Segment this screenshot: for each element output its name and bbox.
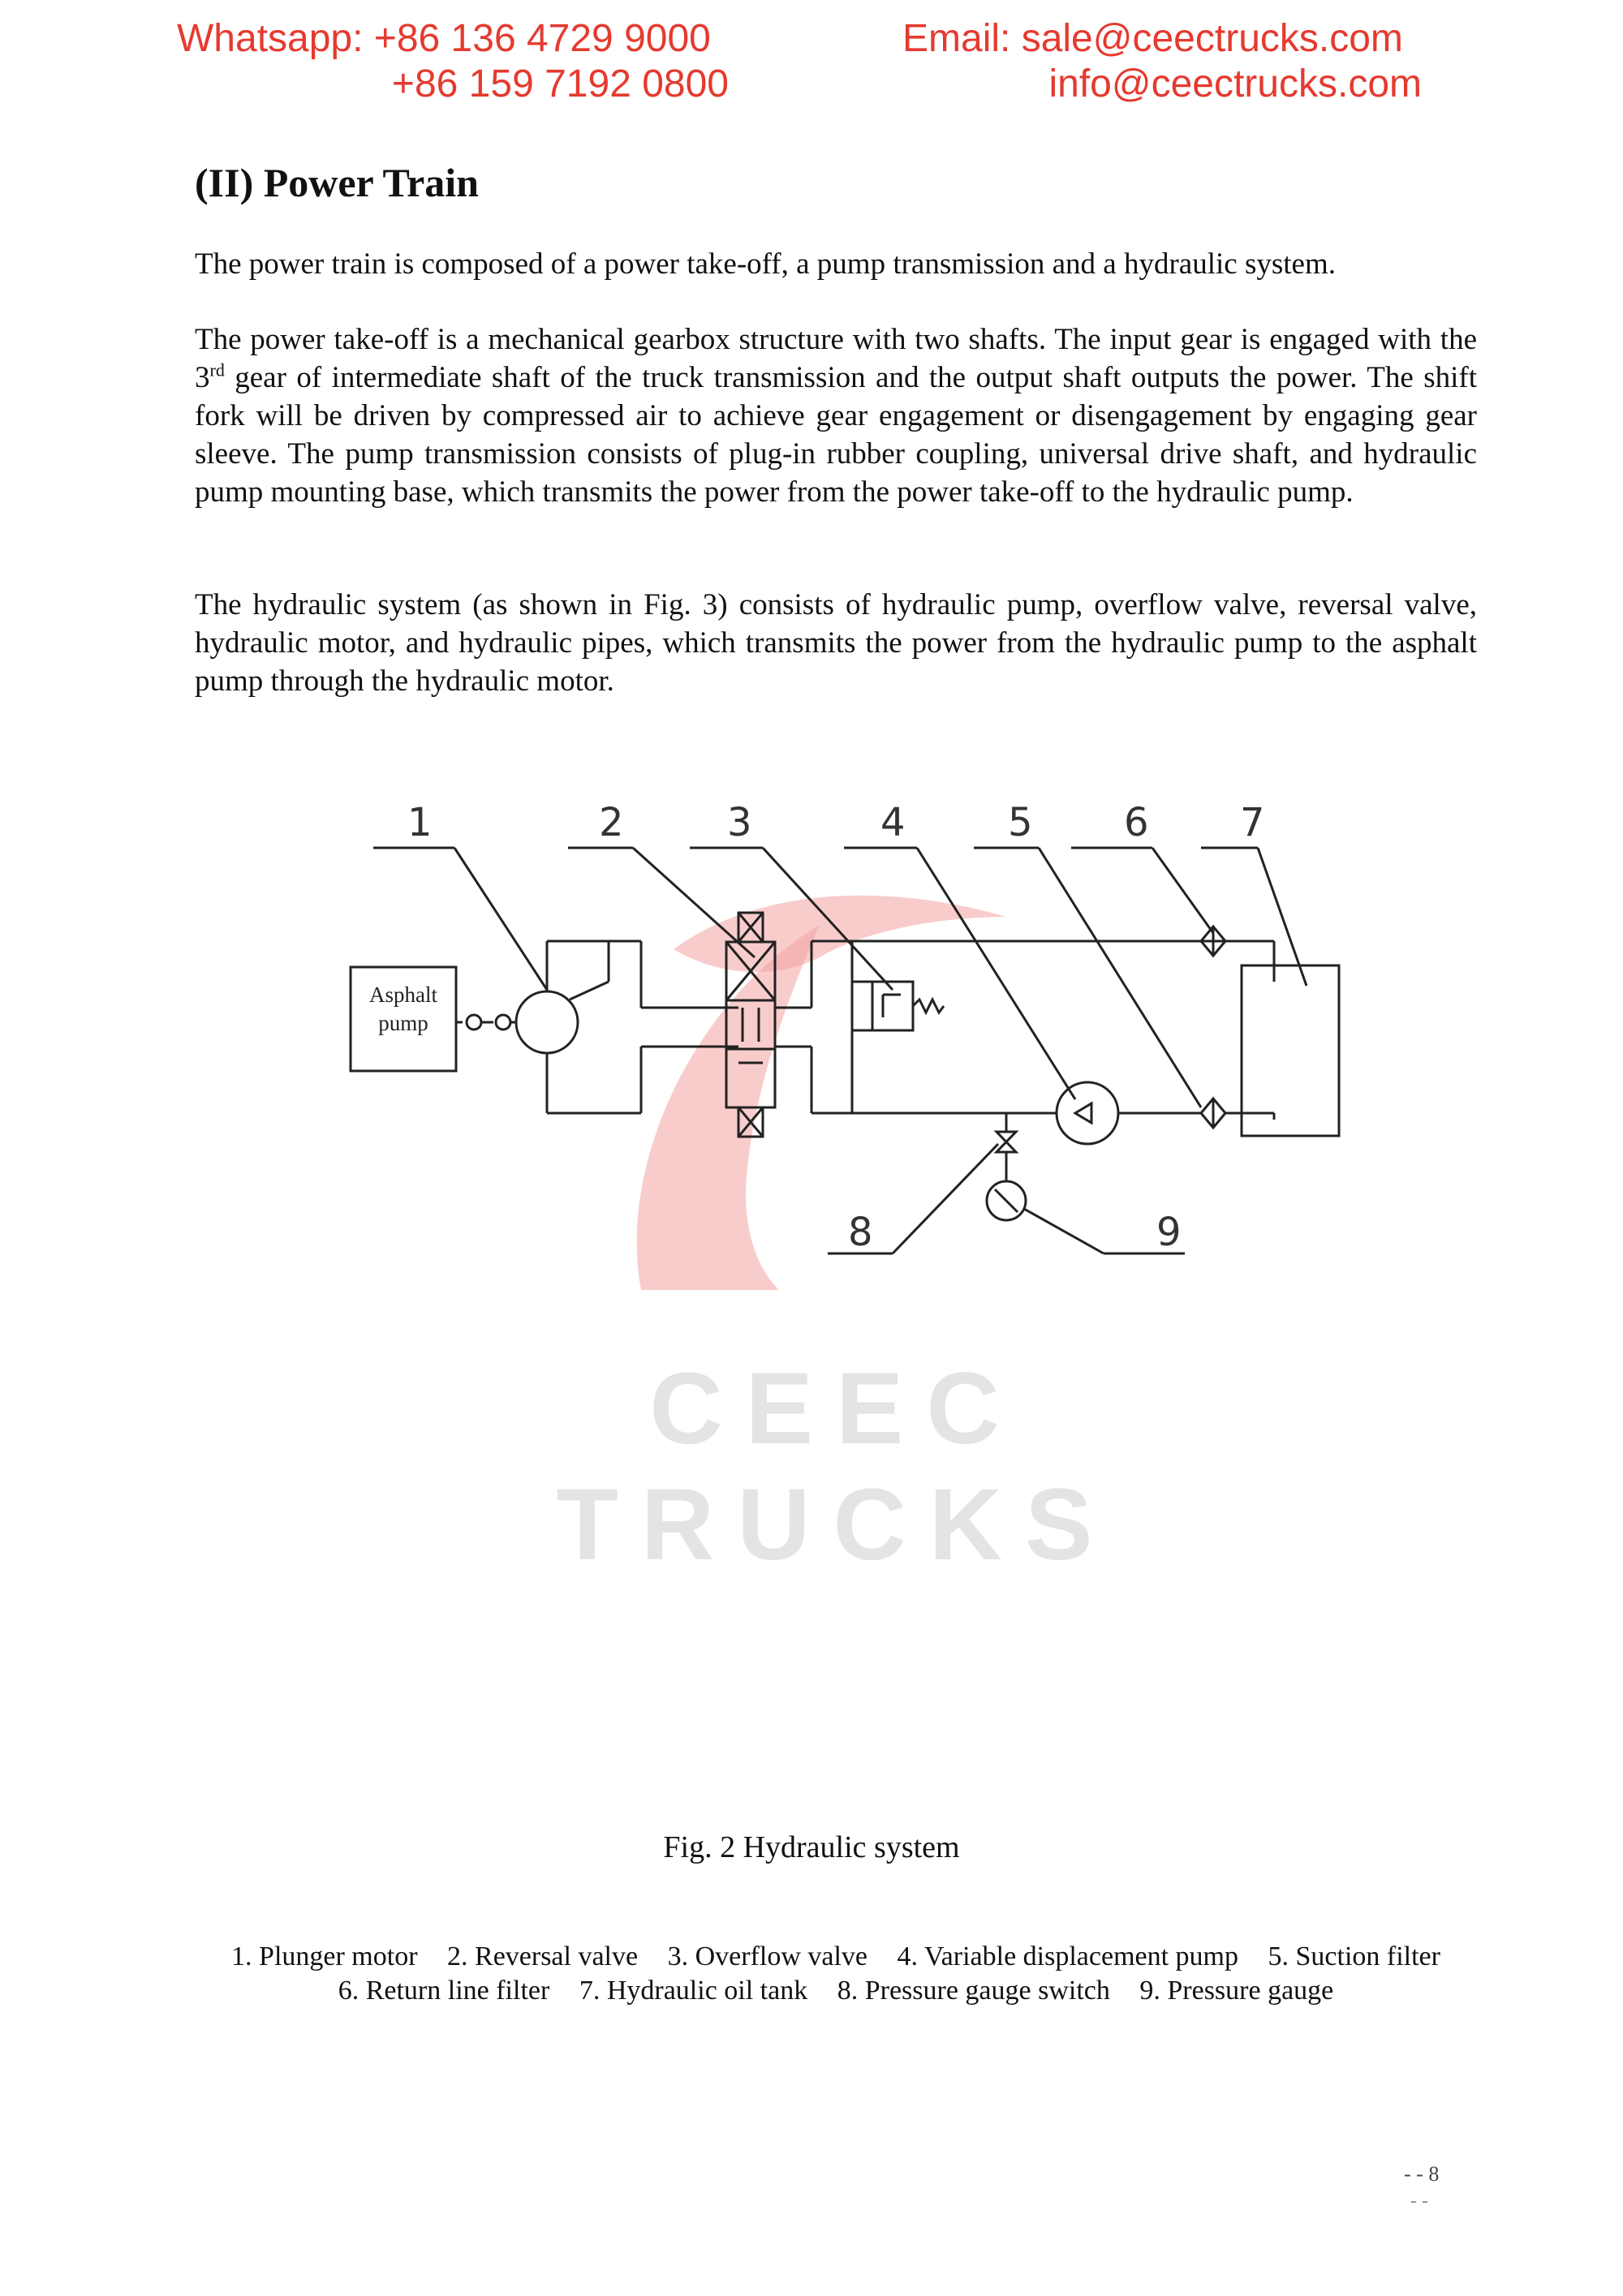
- section-heading: (II) Power Train: [195, 160, 479, 205]
- email-line-1: Email: sale@ceectrucks.com: [902, 17, 1403, 60]
- callout-7: 7: [1240, 800, 1265, 845]
- paragraph-2: [195, 320, 1477, 511]
- asphalt-pump-label-2: pump: [378, 1011, 428, 1035]
- legend-item: 6. Return line filter: [338, 1976, 550, 2006]
- variable-displacement-pump-symbol: [1057, 1082, 1118, 1144]
- text-watermark: CEEC TRUCKS: [556, 1352, 1116, 1581]
- legend-item: 5. Suction filter: [1268, 1941, 1440, 1971]
- paragraph-2-superscript: rd: [209, 359, 225, 381]
- legend-item: 2. Reversal valve: [447, 1941, 639, 1971]
- callout-3: 3: [727, 800, 752, 845]
- paragraph-2-end: gear of intermediate shaft of the truck transmission and the output shaft outputs the power. The shift fork will be driven by compressed air to achieve gear engagement or disengagement by engaging gear sleeve. The pump transmission consists of plug-in rubber coupling, universal drive shaft, and hydraulic pump mounting base, which transmits the power from the power take-off to the hydraulic pump.: [195, 361, 1477, 509]
- whatsapp-line-1: Whatsapp: +86 136 4729 9000: [177, 17, 711, 60]
- legend-item: 4. Variable displacement pump: [897, 1941, 1238, 1971]
- callout-1: 1: [407, 800, 433, 845]
- whatsapp-block: [177, 16, 729, 107]
- legend-item: 3. Overflow valve: [667, 1941, 868, 1971]
- legend-item: 1. Plunger motor: [231, 1941, 418, 1971]
- callout-6: 6: [1124, 800, 1149, 845]
- legend-item: 9. Pressure gauge: [1139, 1976, 1334, 2006]
- hydraulic-oil-tank: [1242, 965, 1339, 1136]
- coupling-circle-left: [467, 1015, 481, 1030]
- coupling-circle-right: [496, 1015, 510, 1030]
- page-number: - - 8: [1404, 2162, 1440, 2186]
- callout-5: 5: [1008, 800, 1033, 845]
- paragraph-3: The hydraulic system (as shown in Fig. 3) consists of hydraulic pump, overflow valve, reversal valve, hydraulic motor, and hydraulic pipes, which transmits the power from the hydraulic pump to the asphalt pump through the hydraulic motor.: [195, 588, 1477, 698]
- callout-4: 4: [880, 800, 906, 845]
- reversal-valve-lower: [726, 1049, 775, 1107]
- section-content: [195, 154, 1477, 698]
- page-number-marker: - -: [1410, 2191, 1428, 2212]
- figure-caption: Fig. 2 Hydraulic system: [663, 1830, 960, 1864]
- email-line-2: info@ceectrucks.com: [1048, 62, 1422, 105]
- plunger-motor-symbol: [516, 991, 578, 1053]
- asphalt-pump-label-1: Asphalt: [369, 982, 437, 1007]
- figure-legend: [195, 1940, 1477, 2008]
- pressure-gauge-switch-symbol: [997, 1132, 1016, 1152]
- legend-item: 8. Pressure gauge switch: [837, 1976, 1110, 2006]
- email-block: [902, 16, 1422, 107]
- callout-2: 2: [599, 800, 624, 845]
- contact-header: [0, 8, 1623, 114]
- paragraph-1: The power train is composed of a power take-off, a pump transmission and a hydraulic system.: [195, 247, 1336, 281]
- legend-item: 7. Hydraulic oil tank: [579, 1976, 808, 2006]
- paragraph-2-start: The power take-off is a mechanical gearbox structure with two shafts. The input gear is engaged with the 3: [195, 323, 1477, 394]
- whatsapp-line-2: +86 159 7192 0800: [391, 62, 729, 105]
- callout-9: 9: [1156, 1210, 1182, 1255]
- callout-8: 8: [848, 1210, 873, 1255]
- hydraulic-system-diagram: [341, 787, 1347, 1290]
